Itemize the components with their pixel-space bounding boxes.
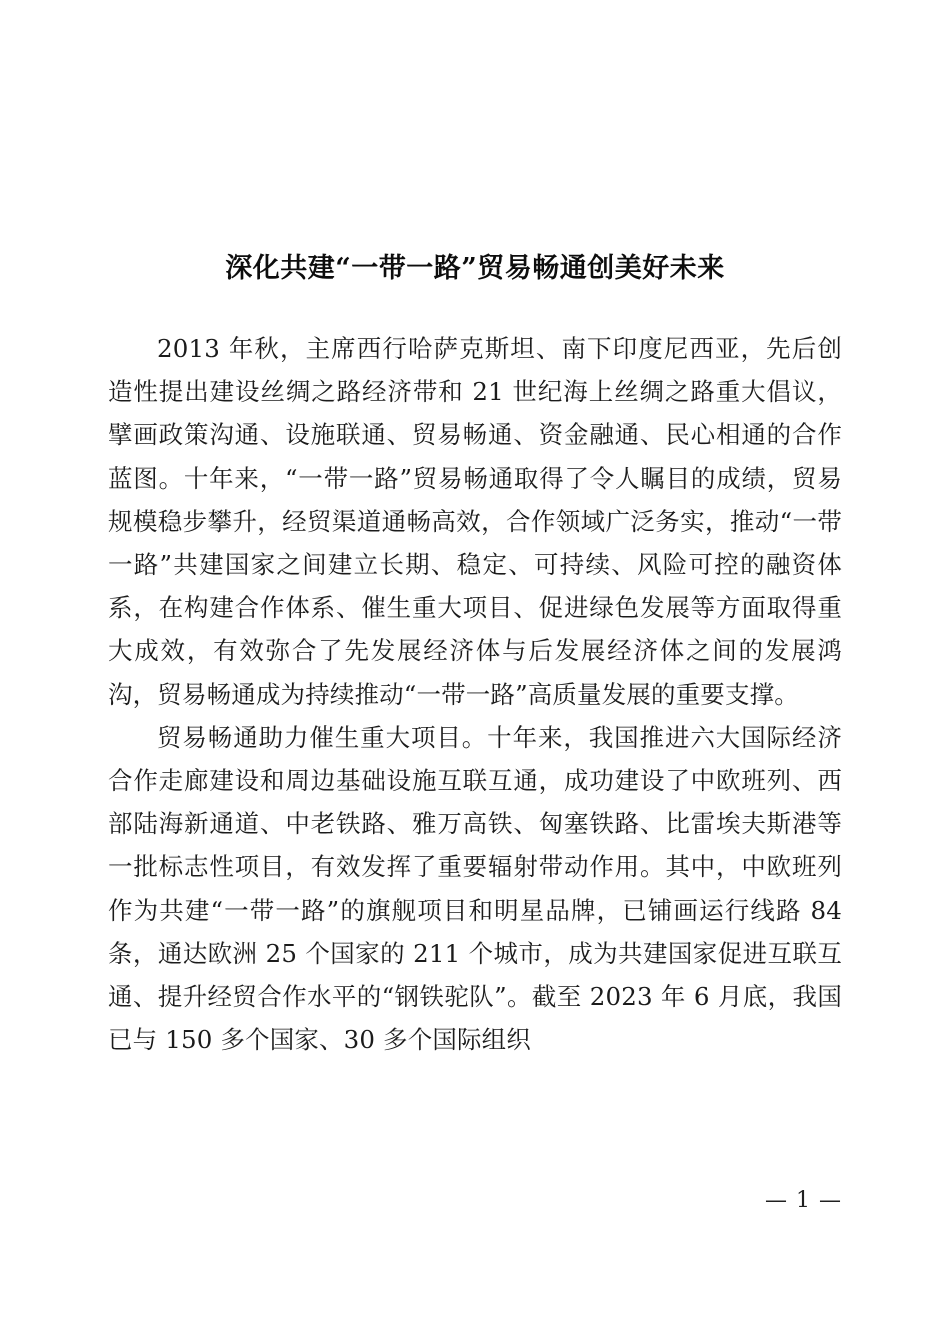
page-number-footer: — 1 — xyxy=(765,1188,842,1213)
paragraph-2: 贸易畅通助力催生重大项目。十年来，我国推进六大国际经济合作走廊建设和周边基础设施互联互通，成功建设了中欧班列、西部陆海新通道、中老铁路、雅万高铁、匈塞铁路、比雷埃夫斯港等一批标志性项目，有效发挥了重要辐射带动作用。其中，中欧班列作为共建“一带一路”的旗舰项目和明星品牌，已铺画运行线路 84 条，通达欧洲 25 个国家的 211 个城市，成为共建国家促进互联互通、提升经贸合作水平的“钢铁驼队”。截至 2023 年 6 月底，我国已与 150 多个国家、30 多个国际组织 xyxy=(108,722,842,1055)
document-body xyxy=(108,327,842,1061)
paragraph-1: 2013 年秋，主席西行哈萨克斯坦、南下印度尼西亚，先后创造性提出建设丝绸之路经济带和 21 世纪海上丝绸之路重大倡议，擘画政策沟通、设施联通、贸易畅通、资金融通、民心相通的合作蓝图。十年来，“一带一路”贸易畅通取得了令人瞩目的成绩，贸易规模稳步攀升，经贸渠道通畅高效，合作领域广泛务实，推动“一带一路”共建国家之间建立长期、稳定、可持续、风险可控的融资体系，在构建合作体系、催生重大项目、促进绿色发展等方面取得重大成效，有效弥合了先发展经济体与后发展经济体之间的发展鸿沟，贸易畅通成为持续推动“一带一路”高质量发展的重要支撑。 xyxy=(108,334,842,709)
page-title: 深化共建“一带一路”贸易畅通创美好未来 xyxy=(225,253,725,285)
